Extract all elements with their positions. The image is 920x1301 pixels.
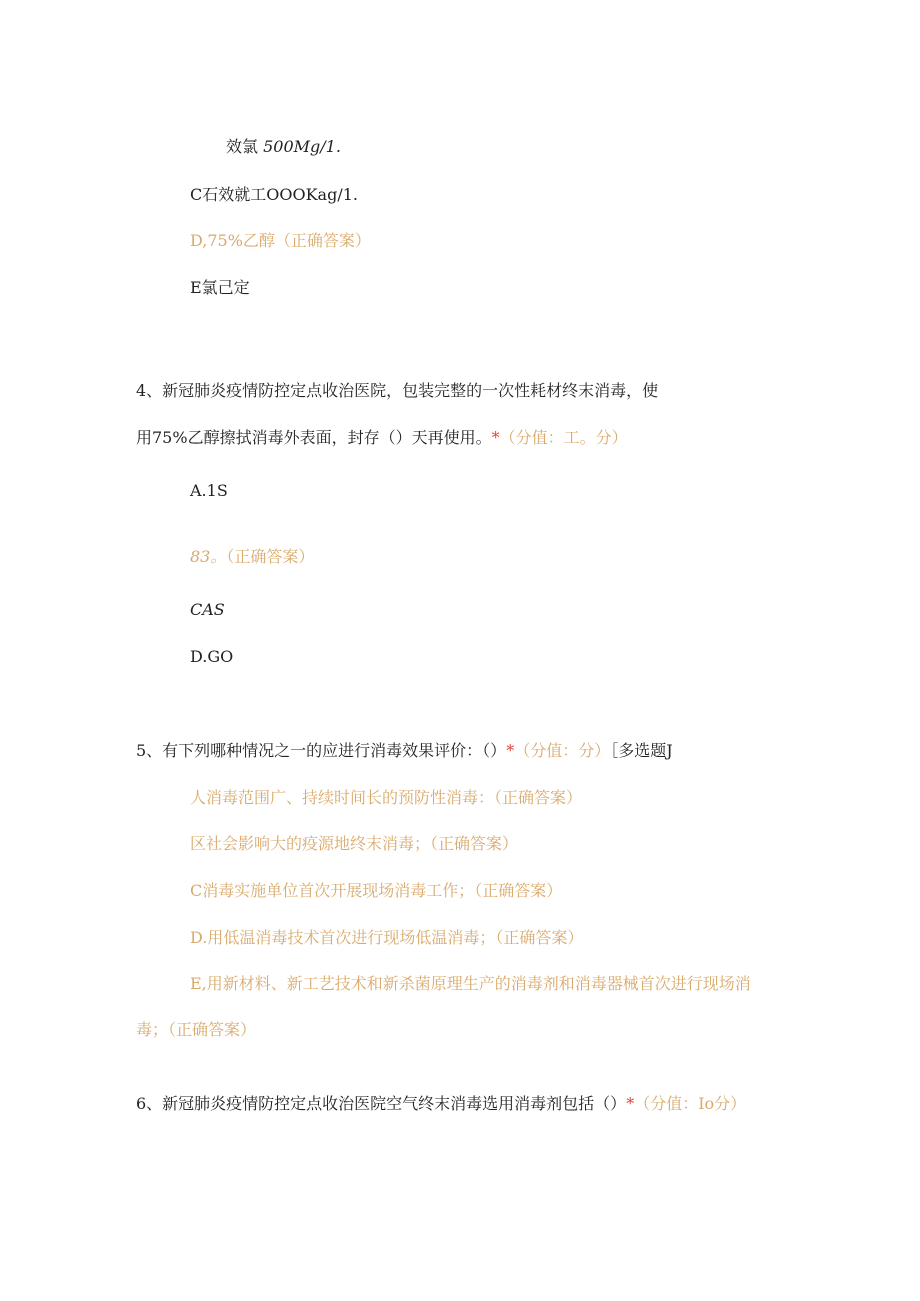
q3-option-e[interactable]: E氯己定: [190, 278, 250, 297]
correct-answer-tag: （正确答案）: [274, 231, 371, 250]
q5-option-e-correct-line1[interactable]: E,用新材料、新工艺技术和新杀菌原理生产的消毒剂和消毒器械首次进行现场消: [190, 974, 751, 993]
q5-score: （分值：分）: [514, 741, 611, 760]
q4-text-line1: 4、新冠肺炎疫情防控定点收治医院，包装完整的一次性耗材终末消毒，使: [136, 381, 659, 400]
q3-option-c[interactable]: C石效就工OOOKag/1.: [190, 185, 358, 204]
q4-text-line2: 用75%乙醇擦拭消毒外表面，封存（）天再使用。*（分值：工。分）: [136, 428, 628, 447]
q5-option-e-correct-line2[interactable]: 毒；（正确答案）: [136, 1020, 257, 1039]
q5-option-b-correct[interactable]: 区社会影响大的疫源地终末消毒；（正确答案）: [190, 834, 519, 853]
q4-option-c[interactable]: CAS: [190, 600, 225, 619]
q4-option-a[interactable]: A.1S: [190, 481, 228, 500]
q5-option-a-correct[interactable]: 人消毒范围广、持续时间长的预防性消毒：（正确答案）: [190, 788, 583, 807]
q6-text: 6、新冠肺炎疫情防控定点收治医院空气终末消毒选用消毒剂包括（）*（分值：Io分）: [136, 1094, 747, 1113]
q4-option-d[interactable]: D.GO: [190, 647, 234, 666]
q5-option-c-correct[interactable]: C消毒实施单位首次开展现场消毒工作；（正确答案）: [190, 881, 563, 900]
q4-option-b-correct[interactable]: 83。（正确答案）: [190, 547, 315, 566]
q3-option-b-continuation: 效氯 500Mg/1.: [226, 137, 341, 156]
q3-option-d-correct[interactable]: D,75%乙醇（正确答案）: [190, 231, 371, 250]
required-star: *: [506, 741, 515, 760]
q5-option-d-correct[interactable]: D.用低温消毒技术首次进行现场低温消毒；（正确答案）: [190, 928, 584, 947]
q5-text: 5、有下列哪种情况之一的应进行消毒效果评价：（）*（分值：分）［多选题J: [136, 741, 673, 760]
q5-type: ［多选题J: [610, 741, 673, 760]
required-star: *: [491, 428, 500, 447]
q4-score: （分值：工。分）: [499, 428, 628, 447]
q6-score: （分值：Io分）: [634, 1094, 747, 1113]
required-star: *: [626, 1094, 635, 1113]
correct-answer-tag: （正确答案）: [226, 547, 315, 566]
